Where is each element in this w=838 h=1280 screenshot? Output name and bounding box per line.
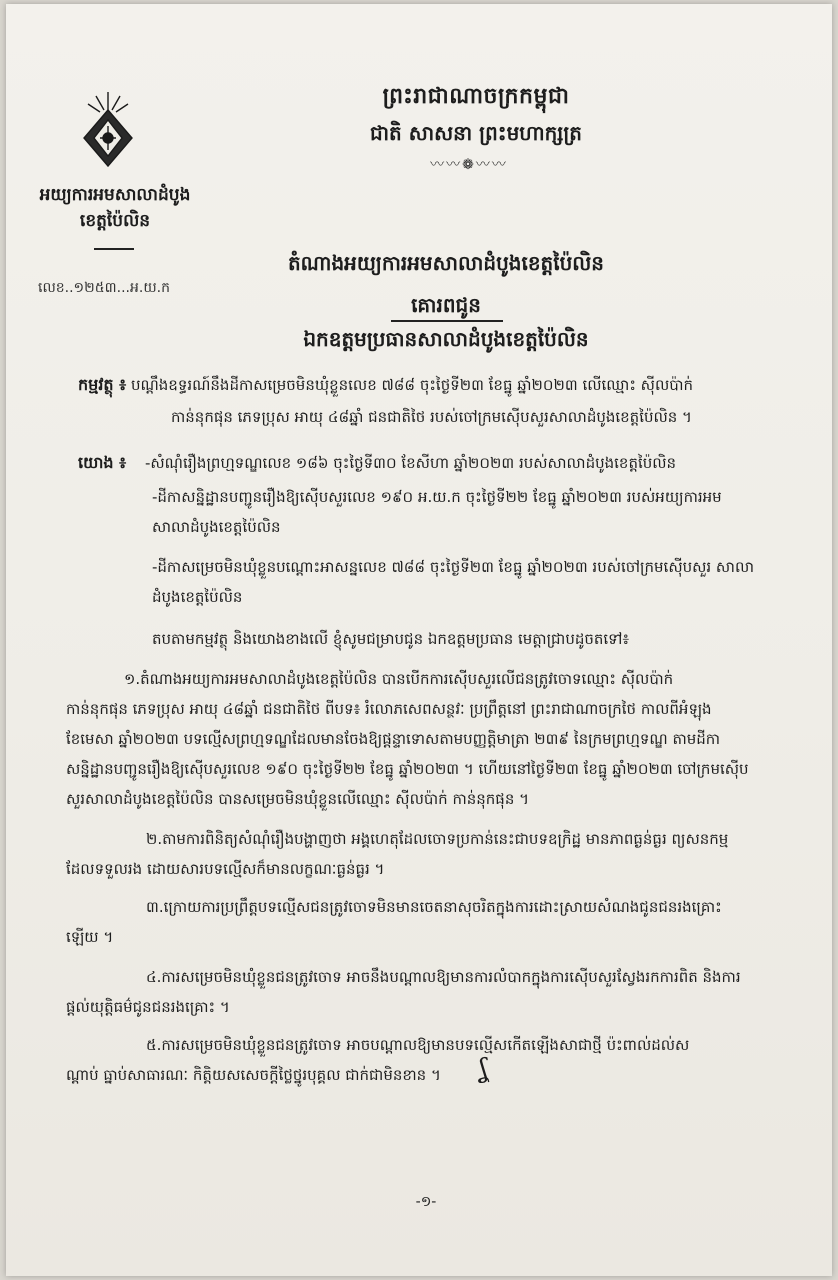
document-page <box>6 4 832 1276</box>
handwritten-mark: ʆ <box>476 1053 490 1085</box>
subject-text: បណ្តឹងឧទ្ធរណ៍នឹងដីកាសម្រេចមិនឃុំខ្លួនលេខ ៧៨៨ ចុះថ្ងៃទី២៣ ខែធ្នូ ឆ្នាំ២០២៣ លើឈ្មោះ ស៊ីលប៉ាក់ <box>130 376 694 394</box>
subject-label: កម្មវត្ថុ ៖ <box>78 375 127 394</box>
point-4-line: ផ្តល់យុត្តិធម៌ជូនជនរងគ្រោះ ។ <box>66 998 230 1016</box>
prosecutor-seal-icon <box>76 88 140 172</box>
document-heading: តំណាងអយ្យការអមសាលាដំបូងខេត្តប៉ៃលិន <box>287 251 604 275</box>
office-name: អយ្យការអមសាលាដំបូង <box>39 185 191 205</box>
reference-line-1 <box>78 448 778 478</box>
recipient-line: ឯកឧត្តមប្រធានសាលាដំបូងខេត្តប៉ៃលិន <box>303 327 589 351</box>
reference-label: យោង ៖ <box>78 453 127 472</box>
reference-item-3a: -ដីកាសម្រេចមិនឃុំខ្លួនបណ្តោះអាសន្នលេខ ៧៨៨ ចុះថ្ងៃទី២៣ ខែធ្នូ ឆ្នាំ២០២៣ របស់ចៅក្រមស៊ើបសួរ សាលា <box>152 558 755 576</box>
point-5-line: ៥.ការសម្រេចមិនឃុំខ្លួនជនត្រូវចោទ អាចបណ្តាលឱ្យមានបទល្មើសកើតឡើងសាជាថ្មី ប៉ះពាល់ដល់ស <box>146 1036 690 1054</box>
point-3-line: ៣.ក្រោយការប្រព្រឹត្តបទល្មើសជនត្រូវចោទមិនមានចេតនាសុចរិតក្នុងការដោះស្រាយសំណងជូនជនរងគ្រោះ <box>146 898 722 916</box>
respect-underline <box>391 320 503 322</box>
reference-item-2a: -ដីកាសន្និដ្ឋានបញ្ជូនរឿងឱ្យស៊ើបសួរលេខ ១៩០ អ.យ.ក ចុះថ្ងៃទី២២ ខែធ្នូ ឆ្នាំ២០២៣ របស់អយ្យការអម <box>152 488 722 506</box>
point-1-line: កាន់នុកផុន ភេទប្រុស អាយុ ៤៨ឆ្នាំ ជនជាតិថៃ ពីបទ៖ រំលោភសេពសន្ថវៈ ប្រព្រឹត្តនៅ ព្រះរាជាណាចក្រថៃ កាលពីអំឡុង <box>66 700 712 718</box>
point-4-line: ៤.ការសម្រេចមិនឃុំខ្លួនជនត្រូវចោទ អាចនឹងបណ្តាលឱ្យមានការលំបាកក្នុងការស៊ើបសួរស្វែងរកការពិត និងការ <box>146 968 741 986</box>
kingdom-heading: ព្រះរាជាណាចក្រកម្ពុជា <box>382 84 570 109</box>
reference-item-1: -សំណុំរឿងព្រហ្មទណ្ឌលេខ ១៨៦ ចុះថ្ងៃទី៣០ ខែសីហា ឆ្នាំ២០២៣ របស់សាលាដំបូងខេត្តប៉ៃលិន <box>144 454 677 472</box>
point-3-line: ឡើយ ។ <box>66 928 114 946</box>
point-1-line: សួរសាលាដំបូងខេត្តប៉ៃលិន បានសម្រេចមិនឃុំខ្លួនលើឈ្មោះ ស៊ីលប៉ាក់ កាន់នុកផុន ។ <box>66 790 529 808</box>
national-motto: ជាតិ សាសនា ព្រះមហាក្សត្រ <box>370 121 582 145</box>
subject-line-2: កាន់នុកផុន ភេទប្រុស អាយុ ៤៨ឆ្នាំ ជនជាតិថៃ របស់ចៅក្រមស៊ើបសួរសាលាដំបូងខេត្តប៉ៃលិន ។ <box>171 408 692 426</box>
point-2-line: ២.តាមការពិនិត្យសំណុំរឿងបង្ហាញថា អង្គហេតុដែលចោទប្រកាន់នេះជាបទឧក្រិដ្ឋ មានភាពធ្ងន់ធ្ងរ ព្យសនកម្ម <box>146 830 729 848</box>
divider <box>94 248 134 250</box>
reference-number: លេខ..១២៥៣...អ.យ.ក <box>38 280 170 296</box>
respect-line: គោរពជូន <box>411 293 481 317</box>
subject-line-1 <box>78 370 778 400</box>
office-province: ខេត្តប៉ៃលិន <box>79 211 151 231</box>
point-1-line: សន្និដ្ឋានបញ្ជូនរឿងឱ្យស៊ើបសួរលេខ ១៩០ ចុះថ្ងៃទី២២ ខែធ្នូ ឆ្នាំ២០២៣ ។ ហើយនៅថ្ងៃទី២៣ ខែធ្នូ ឆ្នាំ២០២៣ ចៅក្រមស៊ើប <box>66 760 749 778</box>
motto-ornament: 〰〰❁〰〰 <box>430 157 508 173</box>
intro-paragraph: តបតាមកម្មវត្ថុ និងយោងខាងលើ ខ្ញុំសូមជម្រាបជូន ឯកឧត្តមប្រធាន មេត្តាជ្រាបដូចតទៅ៖ <box>152 630 630 648</box>
reference-item-2b: សាលាដំបូងខេត្តប៉ៃលិន <box>152 518 281 536</box>
point-1-line: ១.តំណាងអយ្យការអមសាលាដំបូងខេត្តប៉ៃលិន បានបើកការស៊ើបសួរលើជនត្រូវចោទឈ្មោះ ស៊ីលប៉ាក់ <box>124 670 674 688</box>
page-number: -១- <box>415 1194 437 1210</box>
point-1-line: ខែមេសា ឆ្នាំ២០២៣ បទល្មើសព្រហ្មទណ្ឌដែលមានចែងឱ្យផ្តន្ទាទោសតាមបញ្ញត្តិមាត្រា ២៣៩ នៃក្រមព្រហ្មទណ្ឌ តាមដីកា <box>66 730 721 748</box>
point-5-line: ណ្តាប់ ធ្នាប់សាធារណៈ កិត្តិយសសេចក្តីថ្លៃថ្នូរបុគ្គល ជាក់ជាមិនខាន ។ <box>66 1066 441 1084</box>
point-2-line: ដែលទទួលរង ដោយសារបទល្មើសក៏មានលក្ខណៈធ្ងន់ធ្ងរ ។ <box>66 860 385 878</box>
reference-item-3b: ដំបូងខេត្តប៉ៃលិន <box>152 588 243 606</box>
